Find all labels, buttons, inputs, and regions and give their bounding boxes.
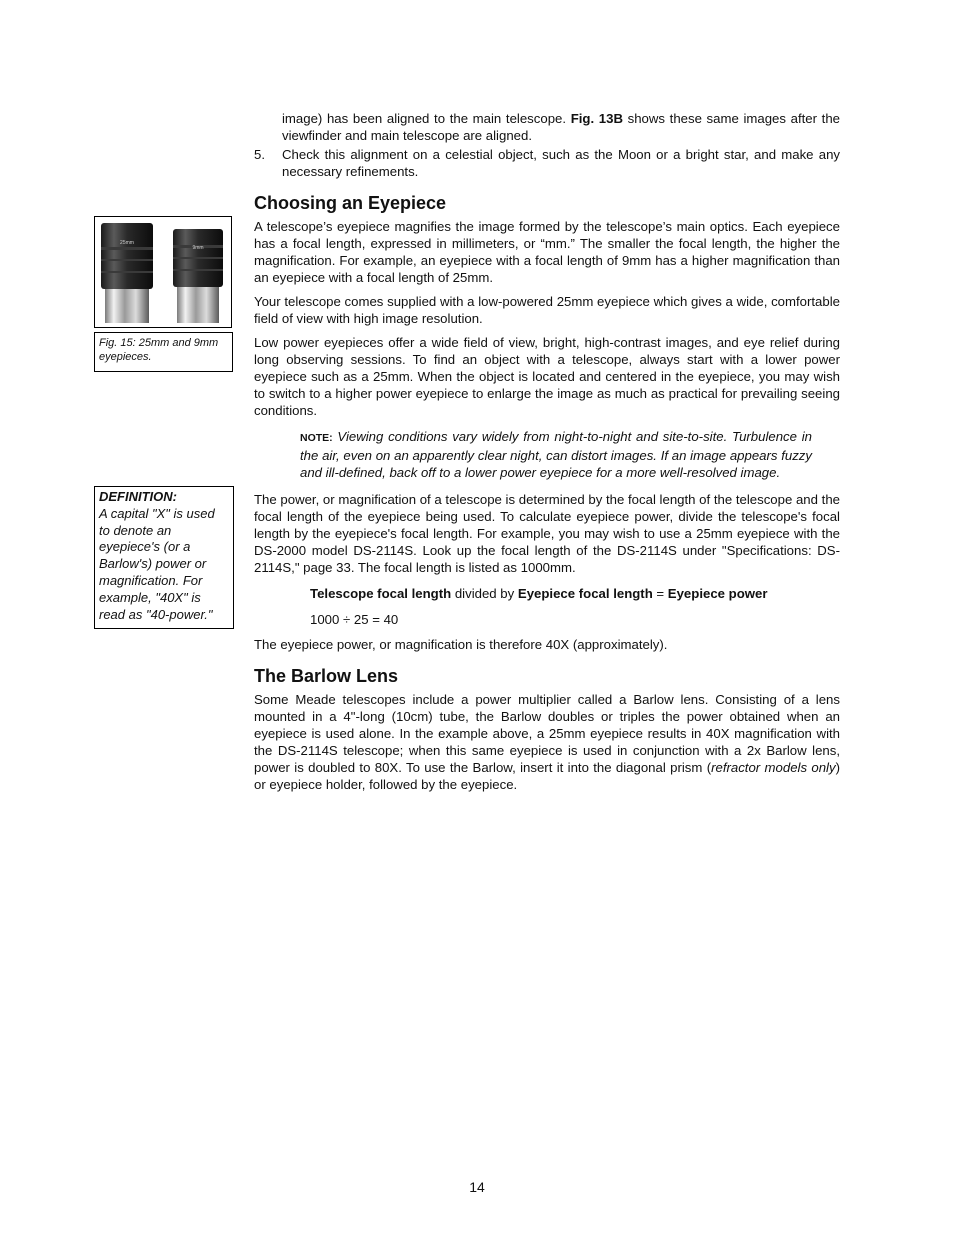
- figure-caption: Fig. 15: 25mm and 9mm eyepieces.: [94, 332, 233, 372]
- figure-reference: Fig. 13B: [570, 111, 623, 126]
- paragraph: Low power eyepieces offer a wide field of view, bright, high-contrast images, and eye relief during long observing sessions. To find an object with a telescope, always start with a lower power eyepiece such as a 25mm. When the object is located and centered in the eyepiece, you may wish to switch to a higher power eyepiece to enlarge the image as much as practical for prevailing seeing conditions.: [254, 335, 840, 418]
- definition-title: DEFINITION:: [99, 489, 177, 504]
- paragraph: The power, or magnification of a telescope is determined by the focal length of the telescope and the focal length of the eyepiece being used. To calculate eyepiece power, divide the telescope's focal length by the eyepiece's focal length. For example, you may wish to use a 25mm eyepiece with the DS-2000 model DS-2114S. Look up the focal length of the DS-2114S under "Specifications: DS-2114S," page 33. The focal length is listed as 1000mm.: [254, 492, 840, 575]
- paragraph: [254, 691, 840, 793]
- eyepiece-25mm-barrel: [105, 289, 149, 323]
- eyepiece-9mm-barrel: [177, 287, 219, 323]
- power-calculation: 1000 ÷ 25 = 40: [310, 612, 399, 627]
- barlow-italic: refractor models only: [711, 760, 836, 775]
- formula-term: Telescope focal length: [310, 586, 452, 601]
- page-number: 14: [469, 1179, 485, 1195]
- eyepiece-9mm-label: 9mm: [192, 245, 204, 251]
- formula-term: Eyepiece power: [667, 586, 768, 601]
- formula-term: Eyepiece focal length: [517, 586, 653, 601]
- intro-paragraph: [254, 110, 840, 144]
- eyepiece-25mm-body: [101, 223, 153, 289]
- step-text: Check this alignment on a celestial object, such as the Moon or a bright star, and make any necessary refinements.: [282, 147, 840, 179]
- power-formula: [310, 585, 840, 602]
- barlow-text: Some Meade telescopes include a power multiplier called a Barlow lens. Consisting of a lens mounted in a 4"-long (10cm) tube, the Barlow doubles or triples the power obtained when an eyepiece is used alone. In the example above, a 25mm eyepiece results in 40X magnification with the DS-2114S telescope; when this same eyepiece is used in conjunction with a 2x Barlow lens, power is doubled to 80X. To use the Barlow, insert it into the diagonal prism (: [254, 692, 840, 775]
- note-text: Viewing conditions vary widely from night-to-night and site-to-site. Turbulence in the air, even on an apparently clear night, can distort images. If an image appears fuzzy and ill-defined, back off to a lower power eyepiece for a more well-resolved image.: [300, 429, 812, 480]
- paragraph: A telescope’s eyepiece magnifies the image formed by the telescope’s main optics. Each eyepiece has a focal length, expressed in millimeters, or “mm.” The smaller the focal length, the higher the magnification. For example, an eyepiece with a focal length of 9mm has a higher magnification than an eyepiece with a focal length of 25mm.: [254, 219, 840, 285]
- note-block: [300, 428, 812, 481]
- intro-text: image) has been aligned to the main telescope.: [282, 111, 571, 126]
- paragraph: Your telescope comes supplied with a low-powered 25mm eyepiece which gives a wide, comfortable field of view with high image resolution.: [254, 294, 840, 326]
- definition-box: [94, 486, 234, 629]
- intro-tail: shows these same images after the viewfinder and main telescope are aligned.: [282, 111, 840, 143]
- main-column: [254, 110, 840, 800]
- note-label: NOTE:: [300, 432, 333, 444]
- barlow-text-tail: ) or eyepiece holder, followed by the eyepiece.: [254, 760, 840, 792]
- step-5: [254, 146, 840, 180]
- section-heading-barlow: The Barlow Lens: [254, 666, 399, 686]
- step-number: 5.: [254, 147, 265, 162]
- eyepiece-25mm-label: 25mm: [120, 240, 134, 246]
- paragraph: The eyepiece power, or magnification is therefore 40X (approximately).: [254, 637, 668, 652]
- formula-operator: =: [652, 586, 668, 601]
- eyepieces-illustration: [95, 217, 231, 327]
- eyepieces-photo: [94, 216, 232, 328]
- section-heading-eyepiece: Choosing an Eyepiece: [254, 193, 447, 213]
- definition-text: A capital "X" is used to denote an eyepiece's (or a Barlow's) power or magnification. For example, "40X" is read as "40-power.": [99, 505, 215, 622]
- formula-operator: divided by: [451, 586, 518, 601]
